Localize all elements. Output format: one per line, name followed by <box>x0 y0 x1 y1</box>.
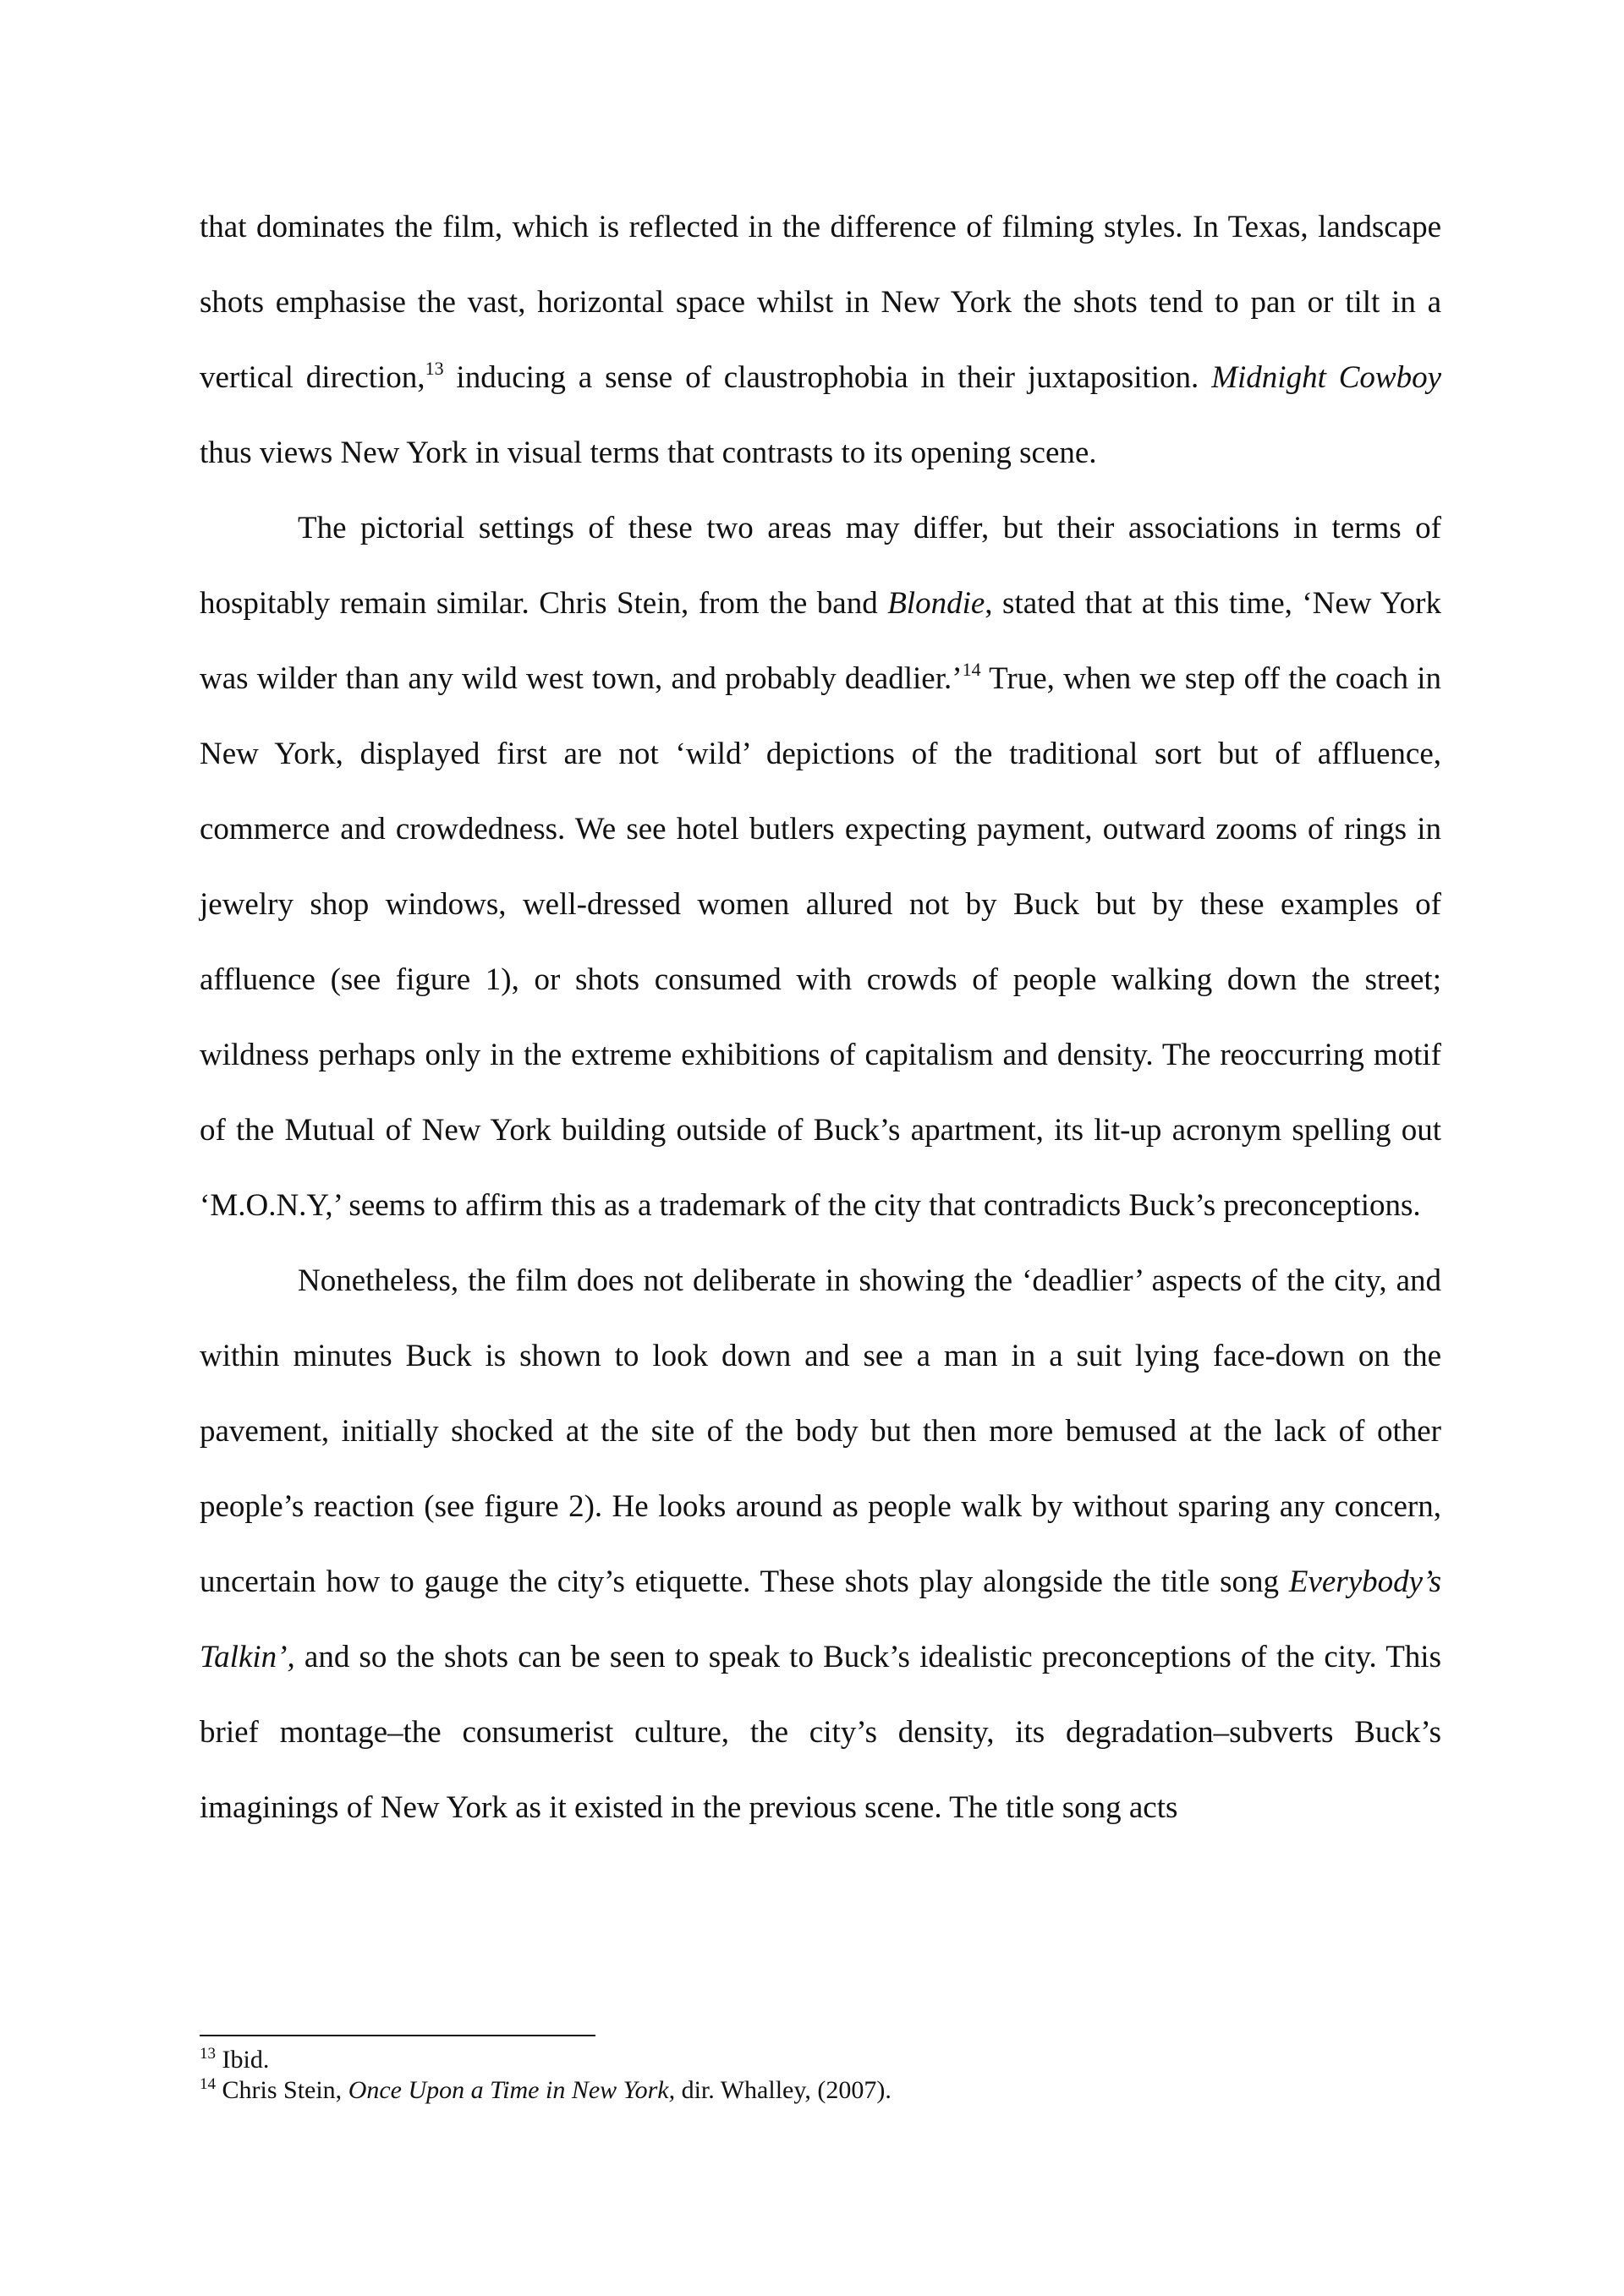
footnote-14 <box>200 2075 1441 2106</box>
film-title: Midnight Cowboy <box>1211 360 1442 395</box>
band-name: Blondie <box>887 586 985 621</box>
footnote-text: Ibid. <box>216 2046 270 2074</box>
footnotes <box>200 2045 1441 2106</box>
footnote-number: 13 <box>200 2045 216 2063</box>
footnote-text: dir. Whalley, (2007). <box>675 2076 892 2104</box>
paragraph-text: that dominates the film, which is reflected in the difference of filming styles. In Texas, landscape shots emphasise the vast, horizontal space whilst in New York the shots tend to pan or tilt in a vertical direction, <box>200 210 1441 395</box>
song-title: Everybody’s Talkin’, <box>200 1564 1441 1674</box>
footnote-divider <box>200 2035 595 2036</box>
paragraph-text: The pictorial settings of these two areas may differ, but their associations in terms of hospitably remain similar. Chris Stein, from the band <box>200 511 1441 621</box>
footnote-number: 14 <box>200 2075 216 2093</box>
paragraph-text: thus views New York in visual terms that contrasts to its opening scene. <box>200 436 1097 470</box>
film-title: Once Upon a Time in New York, <box>348 2076 676 2104</box>
paragraph-text: inducing a sense of claustrophobia in their juxtaposition. <box>443 360 1212 395</box>
paragraph-2 <box>200 490 1441 1243</box>
body-text <box>200 189 1441 1845</box>
footnote-13 <box>200 2045 1441 2075</box>
paragraph-text: , stated that at this time, ‘New York was wilder than any wild west town, and probably deadlier.’ <box>200 586 1441 696</box>
footnote-ref-14: 14 <box>962 658 981 680</box>
footnote-text: Chris Stein, <box>216 2076 348 2104</box>
paragraph-3 <box>200 1243 1441 1845</box>
footnote-ref-13: 13 <box>425 357 444 379</box>
paragraph-text: True, when we step off the coach in New York, displayed first are not ‘wild’ depictions of the traditional sort but of affluence, commerce and crowdedness. We see hotel butlers expecting payment, outward zooms of rings in jewelry shop windows, well-dressed women allured not by Buck but by these examples of affluence (see figure 1), or shots consumed with crowds of people walking down the street; wildness perhaps only in the extreme exhibitions of capitalism and density. The reoccurring motif of the Mutual of New York building outside of Buck’s apartment, its lit-up acronym spelling out ‘M.O.N.Y,’ seems to affirm this as a trademark of the city that contradicts Buck’s preconceptions. <box>200 661 1441 1223</box>
paragraph-text: Nonetheless, the film does not deliberate in showing the ‘deadlier’ aspects of the city, and within minutes Buck is shown to look down and see a man in a suit lying face-down on the pavement, initially shocked at the site of the body but then more bemused at the lack of other people’s reaction (see figure 2). He looks around as people walk by without sparing any concern, uncertain how to gauge the city’s etiquette. These shots play alongside the title song <box>200 1263 1441 1599</box>
paragraph-text: and so the shots can be seen to speak to Buck’s idealistic preconceptions of the city. This brief montage–the consumerist culture, the city’s density, its degradation–subverts Buck’s imaginings of New York as it existed in the previous scene. The title song acts <box>200 1640 1441 1825</box>
paragraph-1 <box>200 189 1441 490</box>
